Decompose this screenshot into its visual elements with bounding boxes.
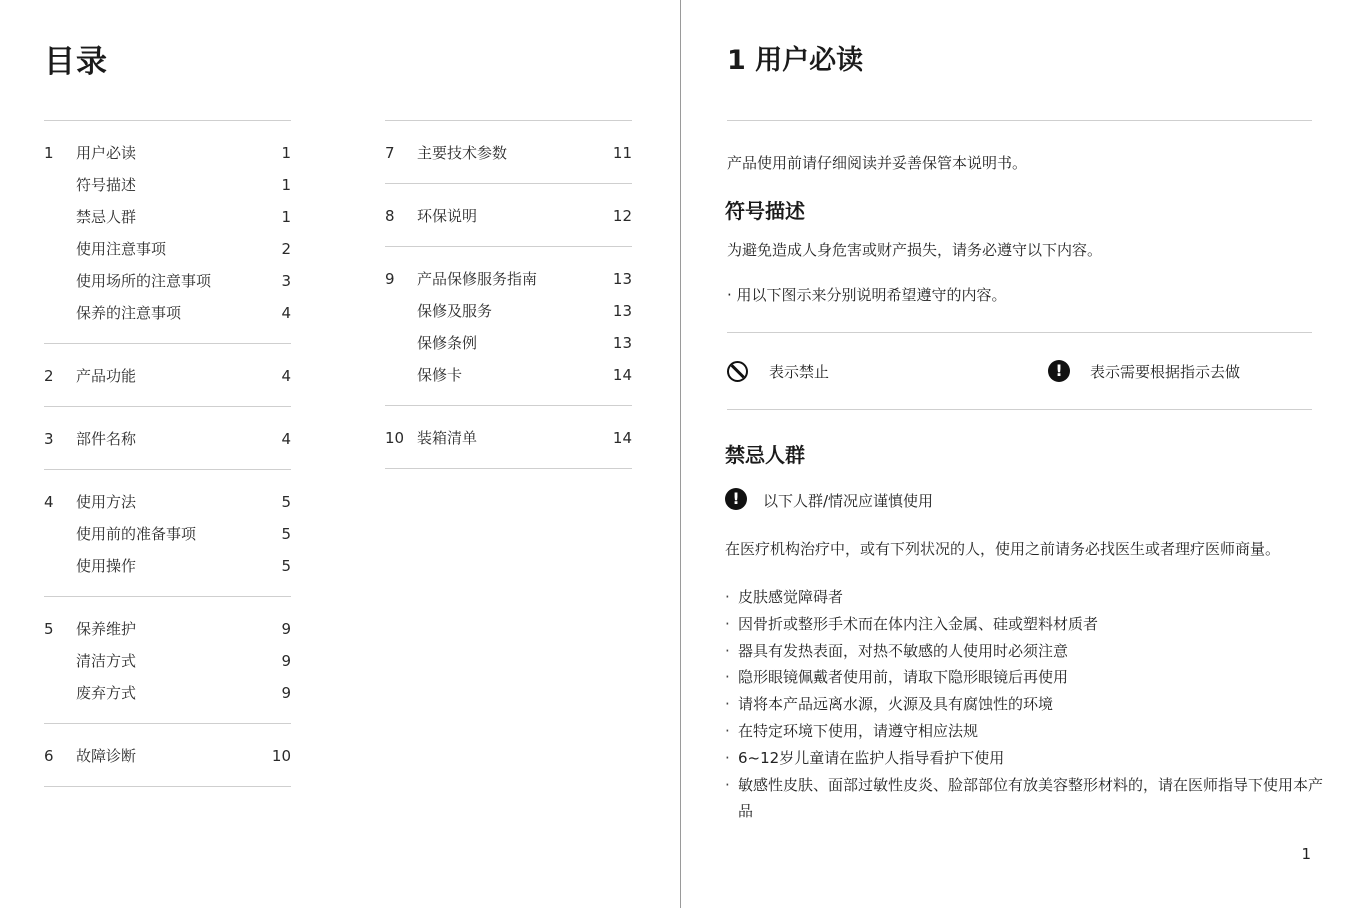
- toc-entry-page: 9: [281, 652, 291, 670]
- toc-entry-label: 使用前的准备事项: [76, 525, 197, 543]
- prohibition-icon: [727, 361, 748, 382]
- toc-entry-number: 10: [385, 429, 405, 447]
- contraindication-item: · 隐形眼镜佩戴者使用前，请取下隐形眼镜后再使用: [725, 664, 1325, 691]
- toc-entry-page: 5: [281, 493, 291, 511]
- mandatory-action-icon: !: [1048, 360, 1070, 382]
- toc-entry[interactable]: [44, 169, 291, 201]
- toc-entry[interactable]: [385, 263, 632, 295]
- toc-entry-label: 故障诊断: [76, 747, 137, 765]
- toc-entry-number: 7: [385, 144, 395, 162]
- toc-section: [44, 596, 291, 723]
- chapter-title: 1 用户必读: [727, 45, 864, 76]
- toc-entry-label: 使用方法: [76, 493, 137, 511]
- toc-section: [385, 405, 632, 469]
- chapter-page: [681, 0, 1361, 908]
- toc-entry-page: 1: [281, 208, 291, 226]
- toc-entry-page: 3: [281, 272, 291, 290]
- toc-entry-number: 4: [44, 493, 54, 511]
- mandatory-action-label: 表示需要根据指示去做: [1090, 363, 1241, 381]
- toc-entry-label: 保修及服务: [417, 302, 493, 320]
- toc-entry-number: 2: [44, 367, 54, 385]
- toc-entry-label: 保修条例: [417, 334, 478, 352]
- toc-section: [44, 406, 291, 469]
- toc-entry-label: 使用场所的注意事项: [76, 272, 212, 290]
- toc-title: 目录: [44, 44, 108, 80]
- toc-section: [385, 246, 632, 405]
- toc-entry-page: 13: [612, 270, 632, 288]
- toc-entry[interactable]: [44, 137, 291, 169]
- toc-entry[interactable]: [44, 550, 291, 582]
- toc-entry-page: 12: [612, 207, 632, 225]
- toc-entry-label: 部件名称: [76, 430, 137, 448]
- toc-entry-page: 5: [281, 557, 291, 575]
- toc-entry[interactable]: [385, 422, 632, 454]
- toc-entry-page: 10: [271, 747, 291, 765]
- toc-entry-label: 产品保修服务指南: [417, 270, 538, 288]
- contraindication-item: · 器具有发热表面，对热不敏感的人使用时必须注意: [725, 638, 1325, 665]
- toc-entry-page: 13: [612, 302, 632, 320]
- toc-entry[interactable]: [44, 645, 291, 677]
- toc-column-right: [385, 120, 632, 469]
- toc-entry-number: 5: [44, 620, 54, 638]
- toc-entry-page: 9: [281, 684, 291, 702]
- toc-entry[interactable]: [44, 486, 291, 518]
- warning-icon: !: [725, 488, 747, 510]
- contraindication-item: · 在特定环境下使用，请遵守相应法规: [725, 718, 1325, 745]
- toc-entry-page: 4: [281, 367, 291, 385]
- toc-entry-number: 1: [44, 144, 54, 162]
- contraindications-text: 在医疗机构治疗中，或有下列状况的人，使用之前请务必找医生或者理疗医师商量。: [725, 540, 1281, 558]
- toc-entry-label: 保修卡: [417, 366, 463, 384]
- toc-entry[interactable]: [385, 327, 632, 359]
- toc-entry[interactable]: [385, 295, 632, 327]
- intro-text: 产品使用前请仔细阅读并妥善保管本说明书。: [727, 154, 1028, 172]
- toc-entry[interactable]: [44, 613, 291, 645]
- toc-entry-number: 3: [44, 430, 54, 448]
- toc-section: [385, 183, 632, 246]
- symbols-note: · 用以下图示来分别说明希望遵守的内容。: [727, 286, 1007, 304]
- toc-entry[interactable]: [44, 740, 291, 772]
- toc-entry-label: 保养维护: [76, 620, 137, 638]
- toc-entry-label: 用户必读: [76, 144, 137, 162]
- toc-entry-label: 装箱清单: [417, 429, 478, 447]
- toc-page: [0, 0, 680, 908]
- toc-entry-page: 5: [281, 525, 291, 543]
- toc-entry-page: 1: [281, 176, 291, 194]
- toc-entry[interactable]: [44, 518, 291, 550]
- toc-entry[interactable]: [44, 233, 291, 265]
- toc-entry-label: 符号描述: [76, 176, 137, 194]
- contraindication-item: · 请将本产品远离水源，火源及具有腐蚀性的环境: [725, 691, 1325, 718]
- toc-entry[interactable]: [44, 297, 291, 329]
- toc-entry[interactable]: [385, 359, 632, 391]
- prohibition-label: 表示禁止: [769, 363, 830, 381]
- toc-entry-number: 6: [44, 747, 54, 765]
- contraindications-list: [725, 584, 1325, 825]
- toc-entry-page: 14: [612, 429, 632, 447]
- toc-entry-label: 禁忌人群: [76, 208, 137, 226]
- title-divider: [727, 120, 1312, 121]
- symbols-heading: 符号描述: [725, 199, 805, 223]
- toc-entry-page: 13: [612, 334, 632, 352]
- toc-entry[interactable]: [44, 265, 291, 297]
- toc-entry[interactable]: [44, 360, 291, 392]
- toc-section: [385, 120, 632, 183]
- symbols-bottom-divider: [727, 409, 1312, 410]
- toc-column-left: [44, 120, 291, 787]
- toc-section: [44, 343, 291, 406]
- toc-entry-page: 4: [281, 430, 291, 448]
- toc-entry-number: 9: [385, 270, 395, 288]
- contraindication-item: · 敏感性皮肤、面部过敏性皮炎、脸部部位有放美容整形材料的，请在医师指导下使用本产品: [725, 772, 1325, 826]
- toc-entry[interactable]: [44, 677, 291, 709]
- toc-entry[interactable]: [385, 137, 632, 169]
- toc-entry-page: 11: [612, 144, 632, 162]
- toc-entry[interactable]: [44, 201, 291, 233]
- contraindication-item: · 因骨折或整形手术而在体内注入金属、硅或塑料材质者: [725, 611, 1325, 638]
- caution-label: 以下人群/情况应谨慎使用: [763, 492, 934, 510]
- contraindication-item: · 皮肤感觉障碍者: [725, 584, 1325, 611]
- toc-entry[interactable]: [44, 423, 291, 455]
- toc-entry-label: 产品功能: [76, 367, 137, 385]
- toc-entry-label: 环保说明: [417, 207, 478, 225]
- contraindication-item: · 6~12岁儿童请在监护人指导看护下使用: [725, 745, 1325, 772]
- symbols-top-divider: [727, 332, 1312, 333]
- toc-entry[interactable]: [385, 200, 632, 232]
- toc-entry-label: 主要技术参数: [417, 144, 508, 162]
- toc-entry-label: 保养的注意事项: [76, 304, 182, 322]
- toc-section: [44, 120, 291, 343]
- toc-entry-label: 使用注意事项: [76, 240, 167, 258]
- toc-entry-number: 8: [385, 207, 395, 225]
- toc-entry-label: 使用操作: [76, 557, 137, 575]
- toc-entry-page: 4: [281, 304, 291, 322]
- toc-entry-page: 1: [281, 144, 291, 162]
- symbols-text: 为避免造成人身危害或财产损失，请务必遵守以下内容。: [727, 241, 1103, 259]
- contraindications-heading: 禁忌人群: [725, 443, 805, 467]
- toc-section: [44, 469, 291, 596]
- toc-entry-label: 废弃方式: [76, 684, 137, 702]
- toc-entry-page: 9: [281, 620, 291, 638]
- toc-entry-page: 2: [281, 240, 291, 258]
- toc-entry-label: 清洁方式: [76, 652, 137, 670]
- page-number: 1: [1301, 845, 1311, 863]
- toc-section: [44, 723, 291, 787]
- toc-entry-page: 14: [612, 366, 632, 384]
